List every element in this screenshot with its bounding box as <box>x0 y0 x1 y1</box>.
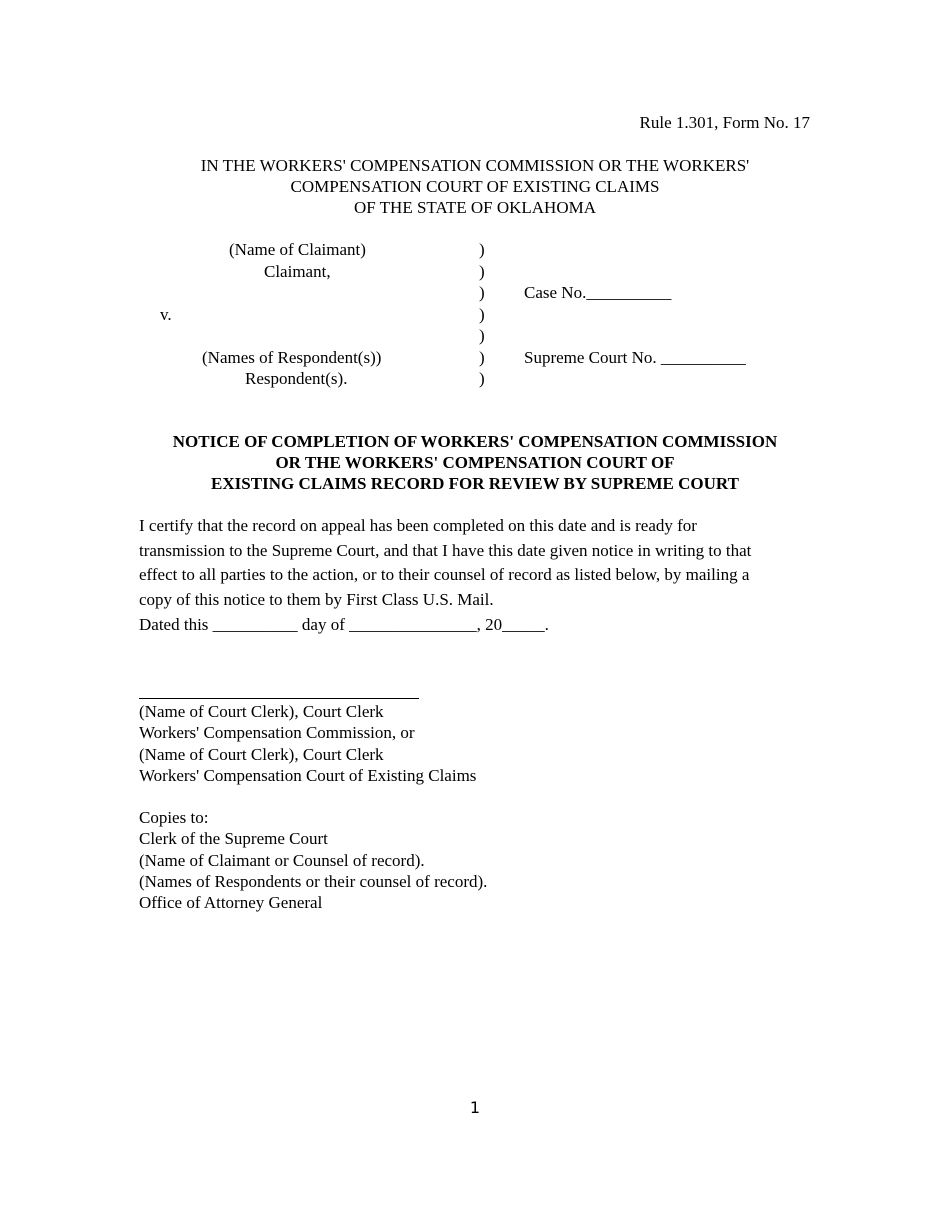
rule-reference: Rule 1.301, Form No. 17 <box>639 113 810 132</box>
signature-line <box>139 698 419 699</box>
caption-parenthesis: ) <box>479 348 485 367</box>
certification-line: effect to all parties to the action, or to their counsel of record as listed below, by mailing a <box>139 565 750 585</box>
clerk-line: Workers' Compensation Commission, or <box>139 723 415 743</box>
claimant-label: Claimant, <box>264 262 331 281</box>
page-number: 1 <box>469 1098 481 1117</box>
dated-line: Dated this __________ day of _______________, 20_____. <box>139 614 549 634</box>
court-heading-line: COMPENSATION COURT OF EXISTING CLAIMS <box>290 177 660 196</box>
caption-parenthesis: ) <box>479 240 485 259</box>
caption-parenthesis: ) <box>479 369 485 388</box>
caption-parenthesis: ) <box>479 283 485 302</box>
copies-heading: Copies to: <box>139 808 209 827</box>
certification-line: copy of this notice to them by First Class U.S. Mail. <box>139 590 494 610</box>
certification-line: I certify that the record on appeal has been completed on this date and is ready for <box>139 516 697 535</box>
versus-label: v. <box>160 305 172 324</box>
caption-parenthesis: ) <box>479 305 485 324</box>
case-number-field: Case No.__________ <box>524 283 672 302</box>
copies-recipient: (Names of Respondents or their counsel of record). <box>139 871 488 891</box>
copies-recipient: Clerk of the Supreme Court <box>139 829 328 849</box>
notice-title-line: OR THE WORKERS' COMPENSATION COURT OF <box>275 453 675 472</box>
notice-title-line: EXISTING CLAIMS RECORD FOR REVIEW BY SUPREME COURT <box>211 474 739 493</box>
clerk-signature-block <box>139 701 476 786</box>
respondent-label: Respondent(s). <box>245 369 348 388</box>
respondent-name: (Names of Respondent(s)) <box>202 348 382 367</box>
certification-paragraph <box>139 514 751 637</box>
caption-parenthesis: ) <box>479 262 485 281</box>
copies-recipient: Office of Attorney General <box>139 893 323 913</box>
court-heading <box>0 155 950 218</box>
clerk-line: (Name of Court Clerk), Court Clerk <box>139 744 384 764</box>
notice-title-line: NOTICE OF COMPLETION OF WORKERS' COMPENSATION COMMISSION <box>172 432 778 451</box>
certification-line: transmission to the Supreme Court, and that I have this date given notice in writing to that <box>139 540 752 560</box>
clerk-line: (Name of Court Clerk), Court Clerk <box>139 702 384 721</box>
copies-recipient: (Name of Claimant or Counsel of record). <box>139 850 425 870</box>
notice-title <box>0 431 950 494</box>
supreme-court-number-field: Supreme Court No. __________ <box>524 348 746 367</box>
copies-block <box>139 807 487 913</box>
caption-parenthesis: ) <box>479 326 485 345</box>
court-heading-line: OF THE STATE OF OKLAHOMA <box>353 198 596 217</box>
court-heading-line: IN THE WORKERS' COMPENSATION COMMISSION OR THE WORKERS' <box>200 156 750 175</box>
clerk-line: Workers' Compensation Court of Existing Claims <box>139 765 477 785</box>
claimant-name: (Name of Claimant) <box>229 240 366 259</box>
